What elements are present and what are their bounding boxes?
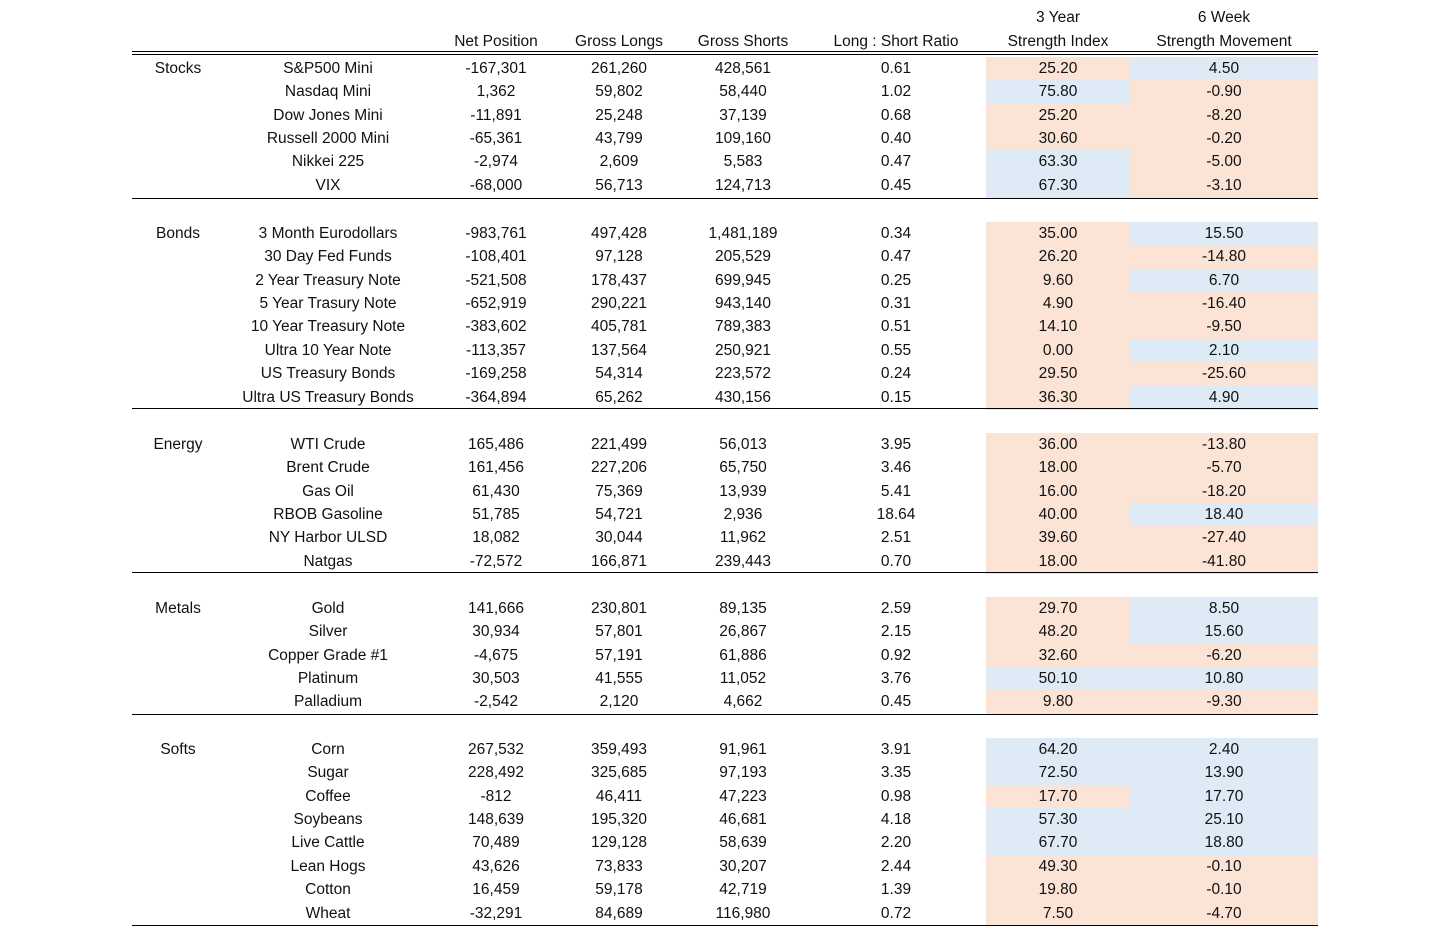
- instrument-name: Soybeans: [293, 811, 363, 828]
- ratio-cell: 18.64: [876, 506, 916, 524]
- gross-shorts-cell: 205,529: [714, 248, 772, 266]
- strength-index-cell: 9.80: [986, 690, 1130, 714]
- ratio-cell: 1.02: [880, 83, 912, 101]
- gross-longs-cell: 25,248: [595, 106, 643, 124]
- net-position-cell: -167,301: [465, 60, 527, 77]
- net-position-cell: 228,492: [467, 764, 525, 782]
- ratio-cell: 0.72: [880, 904, 912, 922]
- ratio-cell: 0.31: [880, 295, 912, 313]
- instrument-name: Sugar: [307, 764, 349, 782]
- ratio-cell: 0.24: [880, 365, 912, 383]
- gross-longs-cell: 227,206: [590, 459, 648, 477]
- gross-shorts-cell: 5,583: [723, 153, 763, 171]
- instrument-name: 2 Year Treasury Note: [255, 271, 401, 289]
- group-label: Metals: [155, 600, 201, 617]
- gross-shorts-cell: 223,572: [714, 365, 772, 383]
- instrument-name: Brent Crude: [286, 459, 370, 477]
- net-position-cell: 141,666: [467, 600, 525, 617]
- instrument-name: Copper Grade #1: [268, 646, 388, 664]
- gross-longs-cell: 290,221: [590, 295, 648, 313]
- instrument-name: Silver: [308, 623, 348, 641]
- net-position-cell: -521,508: [465, 271, 527, 289]
- net-position-cell: -72,572: [469, 552, 523, 570]
- gross-shorts-cell: 58,440: [719, 83, 767, 101]
- strength-movement-cell: -4.70: [1130, 902, 1318, 926]
- ratio-cell: 0.40: [880, 130, 912, 148]
- gross-longs-cell: 166,871: [590, 552, 648, 570]
- gross-longs-cell: 325,685: [590, 764, 648, 782]
- strength-index-cell: 18.00: [986, 550, 1130, 574]
- gross-shorts-cell: 61,886: [719, 646, 767, 664]
- strength-movement-cell: 10.80: [1130, 667, 1318, 691]
- net-position-cell: 16,459: [472, 881, 520, 899]
- instrument-name: US Treasury Bonds: [260, 365, 396, 383]
- strength-movement-cell: -16.40: [1130, 292, 1318, 316]
- ratio-cell: 3.95: [880, 436, 912, 453]
- strength-movement-cell: 2.10: [1130, 339, 1318, 363]
- strength-index-cell: 64.20: [986, 738, 1130, 762]
- strength-movement-cell: -14.80: [1130, 245, 1318, 269]
- gross-longs-cell: 359,493: [590, 741, 648, 758]
- net-position-cell: -65,361: [469, 130, 523, 148]
- strength-movement-cell: 25.10: [1130, 808, 1318, 832]
- strength-index-cell: 9.60: [986, 269, 1130, 293]
- gross-shorts-cell: 124,713: [714, 176, 772, 194]
- header-strength-index-line1: 3 Year: [1036, 9, 1080, 26]
- header-gross-longs: Gross Longs: [575, 33, 663, 50]
- group-label: Softs: [160, 741, 196, 758]
- strength-index-cell: 18.00: [986, 456, 1130, 480]
- gross-shorts-cell: 4,662: [723, 693, 763, 711]
- ratio-cell: 3.76: [880, 670, 912, 687]
- net-position-cell: -169,258: [465, 365, 527, 383]
- strength-index-cell: 30.60: [986, 127, 1130, 151]
- gross-longs-cell: 129,128: [590, 834, 648, 852]
- gross-longs-cell: 43,799: [595, 130, 643, 148]
- gross-shorts-cell: 109,160: [714, 130, 772, 148]
- gross-shorts-cell: 30,207: [719, 857, 767, 875]
- gross-shorts-cell: 26,867: [719, 623, 767, 641]
- strength-movement-cell: 13.90: [1130, 761, 1318, 785]
- instrument-name: Live Cattle: [291, 834, 365, 852]
- strength-movement-cell: 15.60: [1130, 620, 1318, 644]
- ratio-cell: 0.25: [880, 271, 912, 289]
- strength-index-cell: 7.50: [986, 902, 1130, 926]
- strength-index-cell: 25.20: [986, 104, 1130, 128]
- net-position-cell: -11,891: [470, 106, 522, 124]
- gross-longs-cell: 65,262: [595, 388, 643, 406]
- gross-longs-cell: 137,564: [590, 341, 648, 359]
- strength-index-cell: 48.20: [986, 620, 1130, 644]
- strength-index-cell: 35.00: [986, 222, 1130, 246]
- net-position-cell: -108,401: [465, 248, 527, 266]
- ratio-cell: 0.45: [880, 693, 912, 711]
- strength-movement-cell: 17.70: [1130, 785, 1318, 809]
- gross-longs-cell: 261,260: [590, 60, 648, 77]
- strength-index-cell: 39.60: [986, 526, 1130, 550]
- ratio-cell: 0.61: [880, 60, 912, 77]
- gross-shorts-cell: 91,961: [719, 741, 767, 758]
- gross-longs-cell: 2,120: [599, 693, 639, 711]
- instrument-name: Gold: [311, 600, 345, 617]
- gross-shorts-cell: 58,639: [719, 834, 767, 852]
- net-position-cell: 30,934: [472, 623, 520, 641]
- ratio-cell: 1.39: [880, 881, 912, 899]
- gross-shorts-cell: 47,223: [719, 787, 767, 805]
- strength-index-cell: 67.70: [986, 831, 1130, 855]
- gross-shorts-cell: 250,921: [714, 341, 772, 359]
- group-divider: [132, 925, 1318, 926]
- net-position-cell: 165,486: [467, 436, 525, 453]
- strength-movement-cell: -3.10: [1130, 174, 1318, 198]
- gross-shorts-cell: 42,719: [719, 881, 767, 899]
- strength-index-cell: 50.10: [986, 667, 1130, 691]
- gross-shorts-cell: 37,139: [719, 106, 767, 124]
- header-gross-shorts: Gross Shorts: [697, 33, 789, 50]
- ratio-cell: 0.98: [880, 787, 912, 805]
- strength-movement-cell: -8.20: [1130, 104, 1318, 128]
- strength-index-cell: 0.00: [986, 339, 1130, 363]
- group-label: Bonds: [156, 225, 200, 242]
- gross-longs-cell: 221,499: [590, 436, 648, 453]
- ratio-cell: 0.34: [880, 225, 912, 242]
- gross-shorts-cell: 11,052: [719, 670, 767, 687]
- gross-shorts-cell: 56,013: [719, 436, 767, 453]
- strength-index-cell: 75.80: [986, 80, 1130, 104]
- net-position-cell: -113,357: [465, 341, 527, 359]
- instrument-name: Palladium: [293, 693, 363, 711]
- gross-longs-cell: 57,801: [595, 623, 643, 641]
- gross-longs-cell: 75,369: [595, 482, 643, 500]
- strength-index-cell: 57.30: [986, 808, 1130, 832]
- gross-shorts-cell: 2,936: [723, 506, 763, 524]
- gross-shorts-cell: 89,135: [719, 600, 767, 617]
- instrument-name: Ultra US Treasury Bonds: [242, 388, 414, 406]
- ratio-cell: 0.55: [880, 341, 912, 359]
- instrument-name: Wheat: [305, 904, 351, 922]
- net-position-cell: 148,639: [467, 811, 525, 828]
- group-divider: [132, 714, 1318, 715]
- instrument-name: NY Harbor ULSD: [268, 529, 388, 547]
- net-position-cell: -364,894: [465, 388, 527, 406]
- strength-movement-cell: -5.00: [1130, 150, 1318, 174]
- header-strength-index-line2: Strength Index: [1007, 33, 1109, 50]
- gross-shorts-cell: 699,945: [714, 271, 772, 289]
- strength-movement-cell: 18.40: [1130, 503, 1318, 527]
- strength-movement-cell: -9.50: [1130, 315, 1318, 339]
- ratio-cell: 2.20: [880, 834, 912, 852]
- instrument-name: Coffee: [305, 787, 351, 805]
- net-position-cell: 43,626: [472, 857, 520, 875]
- gross-longs-cell: 59,802: [595, 83, 643, 101]
- gross-shorts-cell: 11,962: [719, 529, 767, 547]
- ratio-cell: 0.68: [880, 106, 912, 124]
- instrument-name: Natgas: [303, 552, 353, 570]
- gross-shorts-cell: 116,980: [715, 904, 771, 922]
- instrument-name: Corn: [311, 741, 345, 758]
- net-position-cell: -32,291: [469, 904, 523, 922]
- instrument-name: Ultra 10 Year Note: [264, 341, 392, 359]
- net-position-cell: -2,974: [474, 153, 518, 171]
- instrument-name: Dow Jones Mini: [273, 106, 383, 124]
- gross-shorts-cell: 239,443: [714, 552, 772, 570]
- instrument-name: 30 Day Fed Funds: [264, 248, 392, 266]
- strength-index-cell: 36.00: [986, 433, 1130, 457]
- strength-index-cell: 67.30: [986, 174, 1130, 198]
- strength-movement-cell: -25.60: [1130, 362, 1318, 386]
- net-position-cell: -812: [480, 787, 512, 805]
- ratio-cell: 3.46: [880, 459, 912, 477]
- strength-index-cell: 72.50: [986, 761, 1130, 785]
- ratio-cell: 4.18: [880, 811, 912, 828]
- strength-index-cell: 40.00: [986, 503, 1130, 527]
- strength-movement-cell: 6.70: [1130, 269, 1318, 293]
- strength-index-cell: 19.80: [986, 878, 1130, 902]
- strength-index-cell: 32.60: [986, 644, 1130, 668]
- instrument-name: Lean Hogs: [290, 857, 366, 875]
- strength-movement-cell: 4.50: [1130, 57, 1318, 81]
- gross-longs-cell: 195,320: [590, 811, 648, 828]
- ratio-cell: 2.44: [880, 857, 912, 875]
- strength-movement-cell: 8.50: [1130, 597, 1318, 621]
- instrument-name: Gas Oil: [302, 482, 354, 500]
- ratio-cell: 2.51: [880, 529, 912, 547]
- strength-movement-cell: 2.40: [1130, 738, 1318, 762]
- header-strength-movement-line1: 6 Week: [1197, 9, 1251, 26]
- net-position-cell: 18,082: [472, 529, 520, 547]
- gross-longs-cell: 54,721: [595, 506, 643, 524]
- gross-longs-cell: 2,609: [599, 153, 639, 171]
- gross-longs-cell: 230,801: [590, 600, 648, 617]
- group-divider: [132, 198, 1318, 199]
- instrument-name: Cotton: [305, 881, 351, 899]
- ratio-cell: 0.92: [880, 646, 912, 664]
- gross-shorts-cell: 97,193: [719, 764, 767, 782]
- group-divider: [132, 408, 1318, 409]
- strength-movement-cell: -0.20: [1130, 127, 1318, 151]
- instrument-name: RBOB Gasoline: [273, 506, 383, 524]
- strength-movement-cell: -9.30: [1130, 690, 1318, 714]
- ratio-cell: 3.35: [880, 764, 912, 782]
- strength-movement-cell: -13.80: [1130, 433, 1318, 457]
- instrument-name: 5 Year Trasury Note: [259, 295, 397, 313]
- gross-longs-cell: 497,428: [590, 225, 648, 242]
- strength-movement-cell: -41.80: [1130, 550, 1318, 574]
- strength-index-cell: 29.70: [986, 597, 1130, 621]
- net-position-cell: -383,602: [465, 318, 527, 336]
- net-position-cell: -68,000: [469, 176, 523, 194]
- ratio-cell: 2.15: [880, 623, 912, 641]
- header-net-position: Net Position: [454, 33, 538, 50]
- ratio-cell: 0.47: [880, 153, 912, 171]
- strength-index-cell: 14.10: [986, 315, 1130, 339]
- gross-longs-cell: 84,689: [595, 904, 643, 922]
- instrument-name: Russell 2000 Mini: [266, 130, 390, 148]
- strength-index-cell: 4.90: [986, 292, 1130, 316]
- gross-shorts-cell: 1,481,189: [708, 225, 778, 242]
- gross-longs-cell: 30,044: [595, 529, 643, 547]
- ratio-cell: 0.15: [880, 388, 912, 406]
- net-position-cell: -4,675: [474, 646, 518, 664]
- net-position-cell: 30,503: [472, 670, 520, 687]
- strength-index-cell: 17.70: [986, 785, 1130, 809]
- ratio-cell: 5.41: [880, 482, 912, 500]
- gross-shorts-cell: 65,750: [719, 459, 767, 477]
- strength-index-cell: 25.20: [986, 57, 1130, 81]
- net-position-cell: -2,542: [474, 693, 518, 711]
- strength-movement-cell: 4.90: [1130, 386, 1318, 410]
- gross-longs-cell: 41,555: [595, 670, 643, 687]
- net-position-cell: -652,919: [465, 295, 527, 313]
- net-position-cell: 267,532: [467, 741, 525, 758]
- ratio-cell: 0.51: [880, 318, 912, 336]
- instrument-name: 3 Month Eurodollars: [258, 225, 398, 242]
- ratio-cell: 2.59: [880, 600, 912, 617]
- group-divider: [132, 572, 1318, 573]
- instrument-name: Nasdaq Mini: [284, 83, 372, 101]
- net-position-cell: 51,785: [472, 506, 520, 524]
- instrument-name: WTI Crude: [290, 436, 366, 453]
- strength-index-cell: 29.50: [986, 362, 1130, 386]
- strength-movement-cell: -0.10: [1130, 855, 1318, 879]
- group-label: Energy: [153, 436, 203, 453]
- gross-longs-cell: 178,437: [590, 271, 648, 289]
- strength-index-cell: 26.20: [986, 245, 1130, 269]
- strength-movement-cell: -18.20: [1130, 480, 1318, 504]
- strength-movement-cell: -6.20: [1130, 644, 1318, 668]
- net-position-cell: 70,489: [472, 834, 520, 852]
- gross-longs-cell: 56,713: [595, 176, 643, 194]
- instrument-name: VIX: [315, 176, 341, 194]
- gross-longs-cell: 405,781: [590, 318, 648, 336]
- ratio-cell: 0.47: [880, 248, 912, 266]
- instrument-name: Platinum: [297, 670, 359, 687]
- net-position-cell: 1,362: [476, 83, 516, 101]
- ratio-cell: 0.45: [880, 176, 912, 194]
- strength-index-cell: 49.30: [986, 855, 1130, 879]
- gross-longs-cell: 54,314: [595, 365, 643, 383]
- net-position-cell: 161,456: [467, 459, 525, 477]
- strength-index-cell: 63.30: [986, 150, 1130, 174]
- strength-movement-cell: -0.90: [1130, 80, 1318, 104]
- strength-index-cell: 36.30: [986, 386, 1130, 410]
- instrument-name: 10 Year Treasury Note: [250, 318, 406, 336]
- net-position-cell: -983,761: [465, 225, 527, 242]
- gross-shorts-cell: 789,383: [714, 318, 772, 336]
- strength-movement-cell: -0.10: [1130, 878, 1318, 902]
- gross-longs-cell: 73,833: [595, 857, 643, 875]
- header-rule: [132, 51, 1318, 55]
- gross-shorts-cell: 430,156: [714, 388, 772, 406]
- gross-longs-cell: 57,191: [595, 646, 643, 664]
- strength-movement-cell: -5.70: [1130, 456, 1318, 480]
- gross-shorts-cell: 46,681: [719, 811, 767, 828]
- gross-shorts-cell: 13,939: [719, 482, 767, 500]
- instrument-name: S&P500 Mini: [283, 60, 373, 77]
- ratio-cell: 0.70: [880, 552, 912, 570]
- header-strength-movement-line2: Strength Movement: [1156, 33, 1292, 50]
- gross-shorts-cell: 943,140: [714, 295, 772, 313]
- ratio-cell: 3.91: [880, 741, 912, 758]
- instrument-name: Nikkei 225: [291, 153, 365, 171]
- gross-longs-cell: 97,128: [595, 248, 643, 266]
- strength-movement-cell: -27.40: [1130, 526, 1318, 550]
- strength-movement-cell: 18.80: [1130, 831, 1318, 855]
- gross-shorts-cell: 428,561: [714, 60, 772, 77]
- gross-longs-cell: 59,178: [595, 881, 643, 899]
- header-ratio: Long : Short Ratio: [833, 33, 959, 50]
- gross-longs-cell: 46,411: [595, 787, 643, 805]
- group-label: Stocks: [154, 60, 202, 77]
- net-position-cell: 61,430: [472, 482, 520, 500]
- strength-index-cell: 16.00: [986, 480, 1130, 504]
- strength-movement-cell: 15.50: [1130, 222, 1318, 246]
